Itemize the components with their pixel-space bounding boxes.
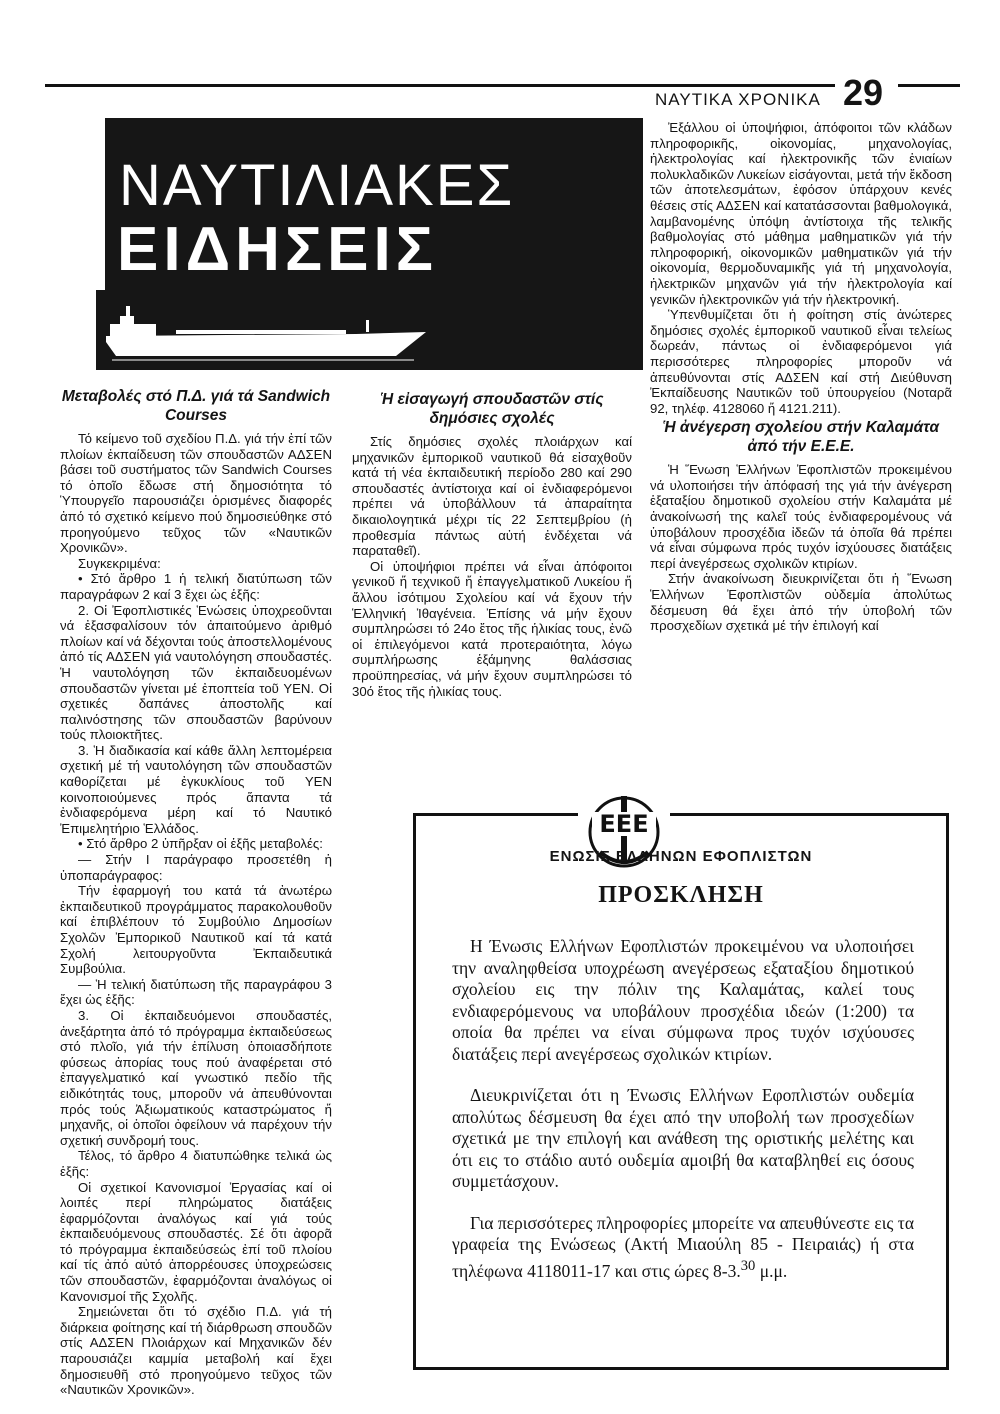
svg-text:ΕΕΕ: ΕΕΕ [599, 810, 649, 838]
notice-contact-end: μ.μ. [755, 1260, 788, 1281]
paragraph: • Στό ἄρθρο 1 ἡ τελική διατύπωση τῶν παραγράφων 2 καί 3 ἔχει ὡς ἑξῆς: [60, 571, 332, 602]
paragraph: Συγκεκριμένα: [78, 555, 161, 571]
notice-title: ΠΡΟΣΚΛΗΣΗ [598, 882, 764, 908]
notice-paragraph: Διευκρινίζεται ότι η Ένωσις Ελλήνων Εφοπλιστών ουδεμία απολύτως δέσμευση θα έχει από την υποβολή των προσχεδίων σχετικά με την επιλογή και ανάθεση της οριστικής μελέτης και ότι εις το στάδιο αυτό ουδεμία αμοιβή θα καταβληθεί εις όσους συμμετάσχουν. [452, 1085, 914, 1191]
article-right-column [650, 120, 952, 785]
article-title: Μεταβολές στό Π.Δ. γιά τά Sandwich Courses [61, 388, 331, 424]
paragraph: Οἱ σχετικοί Κανονισμοί Ἐργασίας καί οἱ λοιπές περί πληρώματος διατάξεις ἐφαρμόζονται ἀναλόγως καί γιά τούς ἐκπαιδευόμενους σπουδαστές. Σέ ὅτι ἀφορᾶ τό πρόγραμμα ἐκπαιδεύσεώς ἐπί τοῦ πλοίου καί τίς ἀπό αὐτό ἀπορρέουσες ὑποχρεώσεις τῶν σπουδαστῶν, ἐφαρμόζονται ἀναλόγως οἱ Κανονισμοί τῆς Σχολῆς. [60, 1179, 332, 1304]
paragraph: Τέλος, τό ἄρθρο 4 διατυπώθηκε τελικά ὡς ἑξῆς: [60, 1148, 332, 1179]
paragraph: Σημειώνεται ὅτι τό σχέδιο Π.Δ. γιά τή διάρκεια φοίτησης καί τή διάρθρωση σπουδῶν στίς ΑΔΣΕΝ Πλοιάρχων καί Μηχανικῶν δέν παρουσιάζει καμμία μεταβολή καί ἔχει δημοσιευθῆ στό προηγούμενο τεῦχος τῶν «Ναυτικῶν Χρονικῶν». [60, 1304, 332, 1398]
paragraph: — Ἡ τελική διατύπωση τῆς παραγράφου 3 ἔχει ὡς ἑξῆς: [60, 976, 332, 1008]
article-title: Ἡ εἰσαγωγή σπουδαστῶν στίς δημόσιες σχολές [380, 391, 604, 427]
banner-title-line1: ΝΑΥΤΙΛΙΑΚΕΣ [119, 153, 515, 218]
header-rule [45, 84, 835, 87]
paragraph: Στίς δημόσιες σχολές πλοιάρχων καί μηχανικῶν ἐμπορικοῦ ναυτικοῦ θά εἰσαχθοῦν κατά τή νέα ἐκπαιδευτική περίοδο 280 καί 290 σπουδαστές ἀντίστοιχα καί οἱ ἐνδιαφερόμενοι πρέπει νά ὑποβάλλουν τά ἀπαραίτητα δικαιολογητικά μέχρι τίς 22 Σεπτεμβρίου (ἡ προθεσμία πάντως αὐτή ἐνδέχεται νά παραταθεῖ). [352, 434, 632, 559]
article-student-admission [352, 388, 632, 783]
paragraph: Οἱ ὑποψήφιοι πρέπει νά εἶναι ἀπόφοιτοι γενικοῦ ἤ τεχνικοῦ ἤ ἐπαγγελματικοῦ Λυκείου ἤ ἄλλου ἰσότιμου Σχολείου καί νά ἔχουν τήν Ἑλληνική Ἰθαγένεια. Ἐπίσης νά μήν ἔχουν συμπληρώσει τό 24ο ἔτος τῆς ἡλικίας τους, ἐνῶ οἱ ἐπιλεγόμενοι κατά προτεραιότητα, λόγω συμπλήρωσης ἑξάμηνης θαλάσσιας προϋπηρεσίας, νά μήν ἔχουν συμπληρώσει τό 30ό ἔτος τῆς ἡλικίας τους. [352, 558, 632, 699]
article-title: Ἡ ἀνέγερση σχολείου στήν Καλαμάτα ἀπό τήν Ε.Ε.Ε. [662, 419, 940, 456]
paragraph: — Στήν Ι παράγραφο προσετέθη ἡ ὑποπαράγραφος: [60, 852, 332, 883]
article-sandwich-courses [60, 385, 332, 1410]
magazine-name: ΝΑΥΤΙΚΑ ΧΡΟΝΙΚΑ [655, 90, 821, 109]
paragraph: Στήν ἀνακοίνωση διευκρινίζεται ὅτι ἡ Ἕνωση Ἑλλήνων Ἐφοπλιστῶν οὐδεμία ἀπολύτως δέσμευση θά ἔχει ἀπό τήν ὑποβολή τῶν προσχεδίων σχετικά μέ τήν ἐπιλογή καί [650, 571, 952, 634]
header-rule-right [898, 84, 960, 87]
invitation-notice [413, 810, 949, 1370]
paragraph: Τήν ἐφαρμογή του κατά τά ἀνωτέρω ἐκπαιδευτικοῦ προγράμματος παρακολουθοῦν καί ἐπιβλέπουν τό Συμβούλιο Δημοσίων Σχολῶν Ἐμπορικοῦ Ναυτικοῦ καί τά κατά Σχολή λειτουργοῦντα Ἐκπαιδευτικά Συμβούλια. [60, 883, 332, 977]
paragraph: Ὑπενθυμίζεται ὅτι ἡ φοίτηση στίς ἀνώτερες δημόσιες σχολές ἐμπορικοῦ ναυτικοῦ εἶναι τελείως δωρεάν, πάντως οἱ ἐνδιαφερόμενοι γιά περισσότερες πληροφορίες μποροῦν νά ἀπευθύνονται στίς ΑΔΣΕΝ καί στή Διεύθυνση Ἐκπαίδευσης Ναυτικῶν τοῦ ὑπουργείου (Νοταρᾶ 92, τηλέφ. 4128060 ἤ 4121.211). [650, 307, 952, 416]
notice-org-name: ΕΝΩΣΙΣ ΕΛΛΗΝΩΝ ΕΦΟΠΛΙΣΤΩΝ [549, 848, 813, 865]
paragraph: Τό κείμενο τοῦ σχεδίου Π.Δ. γιά τήν ἐπί τῶν πλοίων ἐκπαίδευση τῶν σπουδαστῶν ΑΔΣΕΝ βάσει τοῦ συστήματος τῶν Sandwich Courses τό ὁποῖο ἔδωσε στή δημοσιότητα τό Ὑπουργεῖο παρουσιάζει ὁρισμένες διαφορές ἀπό τό σχετικό κείμενο πού δημοσιεύθηκε στό προηγούμενο τεῦχος τῶν «Ναυτικῶν Χρονικῶν». [60, 431, 332, 556]
paragraph: • Στό ἄρθρο 2 ὑπῆρξαν οἱ ἑξῆς μεταβολές: [78, 836, 323, 852]
notice-paragraph: Η Ένωσις Ελλήνων Εφοπλιστών προκειμένου να υλοποιήσει την αναληφθείσα υποχρέωση ανεγέρσεως εξαταξίου δημοτικού σχολείου εις την πόλιν της Καλαμάτας, καλεί τους ενδιαφερόμενους να υποβάλουν προσχέδια ιδεών (1:200) τα οποία θα πρέπει να είναι σύμφωνα προς τυχόν ισχύουσες διατάξεις περί ανεγέρσεως σχολικών κτιρίων. [452, 936, 914, 1064]
banner-title-line2: ΕΙΔΗΣΕΙΣ [117, 215, 438, 284]
notice-contact-text: Για περισσότερες πληροφορίες μπορείτε να απευθύνεστε εις τα γραφεία της Ενώσεως (Ακτή Μιαούλη 85 - Πειραιάς) ή στα τηλέφωνα 4118011-17 και στις ώρες 8-3. [452, 1212, 914, 1281]
paragraph: Ἐξάλλου οἱ ὑποψήφιοι, ἀπόφοιτοι τῶν κλάδων πληροφορικῆς, οἰκονομίας, μηχανολογίας, ἠλεκτρολογίας καί ἠλεκτρονικῆς τῶν ἑνιαίων πολυκλαδικῶν Λυκείων εἰσάγονται, μετά τήν ἔκδοση τῶν ἀποτελεσμάτων, ἐφόσον ὑπάρχουν κενές θέσεις στίς ΑΔΣΕΝ καί κατατάσσονται βαθμολογικά, λαμβανομένης ὑπόψη ἀντίστοιχα τῆς τελικῆς βαθμολογίας στό μάθημα μαθηματικῶν γιά τήν πληροφορική, οἰκονομικῶν μαθηματικῶν γιά τήν οἰκονομία, θερμοδυναμικῆς γιά τή μηχανολογία, ἠλεκτρικῶν μηχανῶν γιά τήν ἠλεκτρολογία καί γενικῶν ἠλεκτρονικῶν γιά τήν ἠλεκτρονική. [650, 120, 952, 307]
notice-paragraph [452, 1213, 914, 1282]
paragraph: 2. Οἱ Ἐφοπλιστικές Ἑνώσεις ὑποχρεοῦνται νά ἐξασφαλίσουν τόν ἀπαιτούμενο ἀριθμό πλοίων καί νά δέχονται τούς ἀποστελλομένους ἀπό τίς ΑΔΣΕΝ γιά ναυτολόγηση σπουδαστές. Ἡ ναυτολόγηση τῶν ἐκπαιδευομένων σπουδαστῶν γίνεται μέ ἐποπτεία τοῦ ΥΕΝ. Οἱ σχετικές δαπάνες ἀποστολῆς καί παλινόστησης τῶν σπουδαστῶν βαρύνουν τούς πλοιοκτῆτες. [60, 602, 332, 743]
paragraph: 3. Οἱ ἐκπαιδευόμενοι σπουδαστές, ἀνεξάρτητα ἀπό τό πρόγραμμα ἐκπαιδεύσεως στό πλοῖο, γιά τήν ἐπίλυση ὁποιασδήποτε φύσεως ἀπορίας τους πού ἀναφέρεται στό ἐπαγγελματικό καί γνωστικό πεδίο τῆς ειδικότητάς τους, μποροῦν νά ἀπευθύνονται πρός τούς Ἀξιωματικούς καταστρώματος ἤ μηχανῆς, οἱ ὁποῖοι ὀφείλουν νά παρέχουν τήν σχετική συνδρομή τους. [60, 1007, 332, 1148]
time-superscript: 30 [740, 1257, 756, 1274]
notice-body [452, 936, 914, 1302]
page-number: 29 [843, 72, 884, 113]
paragraph: 3. Ἡ διαδικασία καί κάθε ἄλλη λεπτομέρεια σχετική μέ τή ναυτολόγηση τῶν σπουδαστῶν καθορίζεται μέ ἐγκυκλίους τοῦ ΥΕΝ κοινοποιούμενες πρός ἅπαντα τά ἐνδιαφερόμενα μέρη καί τό Ναυτικό Ἐπιμελητήριο Ἑλλάδος. [60, 742, 332, 836]
paragraph: Ἡ Ἕνωση Ἑλλήνων Ἐφοπλιστῶν προκειμένου νά υλοποιήσει τήν ἀπόφασή της γιά τήν ἀνέγερση ἑξαταξίου δημοτικοῦ σχολείου στήν Καλαμάτα μέ ἀνακοίνωσή της καλεῖ τούς ἐνδιαφερομένους νά ὑποβάλουν προσχέδια ἰδεῶν τά ὁποῖα θά πρέπει νά εἶναι σύμφωνα πρός τυχόν ἰσχύουσες διατάξεις περί ἀνεγέρσεως σχολικῶν κτιρίων. [650, 462, 952, 571]
ship-illustration [96, 290, 436, 370]
